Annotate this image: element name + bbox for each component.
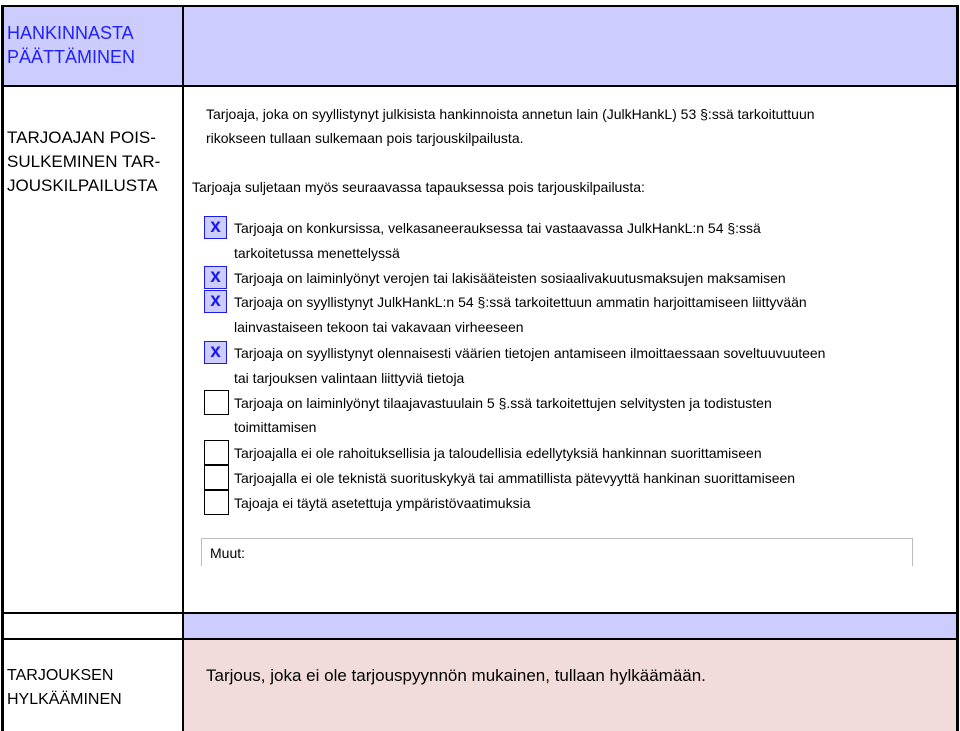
- title-line: JOUSKILPAILUSTA: [7, 176, 158, 195]
- item-ymparisto-line1: Tajoaja ei täytä asetettuja ympäristövaatimuksia: [234, 495, 531, 511]
- checkbox-rahoitus[interactable]: [204, 440, 229, 465]
- item-ammatti-line2: lainvastaiseen tekoon tai vakavaan virheeseen: [234, 319, 524, 335]
- checkbox-ammatti[interactable]: x: [204, 290, 227, 313]
- rejection-text: Tarjous, joka ei ole tarjouspyynnön mukainen, tullaan hylkäämään.: [206, 666, 706, 685]
- checkbox-tekninen[interactable]: [204, 465, 229, 490]
- row-divider: [1, 612, 959, 614]
- checkbox-tilaajavastuu[interactable]: [204, 390, 229, 415]
- item-konkurssi-line2: tarkoitetussa menettelyssä: [234, 245, 400, 261]
- column-divider: [182, 5, 184, 731]
- title-line: TARJOUKSEN: [7, 667, 114, 684]
- muut-label: Muut:: [210, 545, 246, 561]
- section-title-hankinnasta: [7, 21, 135, 69]
- muut-field[interactable]: [201, 538, 913, 566]
- row-divider: [1, 85, 959, 87]
- item-tekninen-line1: Tarjoajalla ei ole teknistä suorituskykyä tai ammatillista pätevyyttä hankinan suorittamiseen: [234, 470, 796, 486]
- section-title-poissulkeminen: [7, 126, 160, 198]
- item-rahoitus-line1: Tarjoajalla ei ole rahoituksellisia ja taloudellisia edellytyksiä hankinnan suorittamiseen: [234, 445, 762, 461]
- item-vaarat-tiedot-line2: tai tarjouksen valintaan liittyviä tietoja: [234, 370, 465, 386]
- checkbox-verot[interactable]: x: [204, 266, 227, 289]
- item-verot-line1: Tarjoaja on laiminlyönyt verojen tai lakisääteisten sosiaalivakuutusmaksujen maksamisen: [234, 270, 786, 286]
- checkbox-konkurssi[interactable]: x: [204, 216, 227, 239]
- checkbox-ymparisto[interactable]: [204, 490, 229, 515]
- row-divider: [1, 638, 959, 640]
- item-tilaajavastuu-line1: Tarjoaja on laiminlyönyt tilaajavastuulain 5 §.ssä tarkoitettujen selvitysten ja todistusten: [234, 395, 772, 411]
- title-line: TARJOAJAN POIS-: [7, 128, 156, 147]
- border-right: [956, 5, 959, 731]
- title-line: HYLKÄÄMINEN: [7, 691, 122, 708]
- border-top: [1, 5, 959, 7]
- exclusion-intro: [206, 102, 815, 150]
- intro-line: Tarjoaja, joka on syyllistynyt julkisista hankinnoista annetun lain (JulkHankL) 53 §:ssä tarkoituttuun: [206, 106, 815, 122]
- title-line: HANKINNASTA: [7, 23, 134, 43]
- item-vaarat-tiedot-line1: Tarjoaja on syyllistynyt olennaisesti väärien tietojen antamiseen ilmoittaessaan soveltuuvuuteen: [234, 345, 826, 361]
- title-line: SULKEMINEN TAR-: [7, 152, 161, 171]
- item-tilaajavastuu-line2: toimittamisen: [234, 419, 317, 435]
- separator-band: [183, 614, 957, 638]
- item-ammatti-line1: Tarjoaja on syyllistynyt JulkHankL:n 54 §:ssä tarkoitettuun ammatin harjoittamiseen liittyvään: [234, 294, 807, 310]
- checkbox-vaarat-tiedot[interactable]: x: [204, 341, 227, 364]
- exclusion-lead: Tarjoaja suljetaan myös seuraavassa tapauksessa pois tarjouskilpailusta:: [192, 179, 645, 195]
- intro-line: rikokseen tullaan sulkemaan pois tarjouskilpailusta.: [206, 130, 524, 146]
- item-konkurssi-line1: Tarjoaja on konkursissa, velkasaneerauksessa tai vastaavassa JulkHankL:n 54 §:ssä: [234, 220, 761, 236]
- title-line: PÄÄTTÄMINEN: [7, 47, 136, 67]
- section-header-right: [183, 6, 957, 86]
- section-title-hylkaaminen: [7, 664, 122, 712]
- border-left: [1, 5, 4, 731]
